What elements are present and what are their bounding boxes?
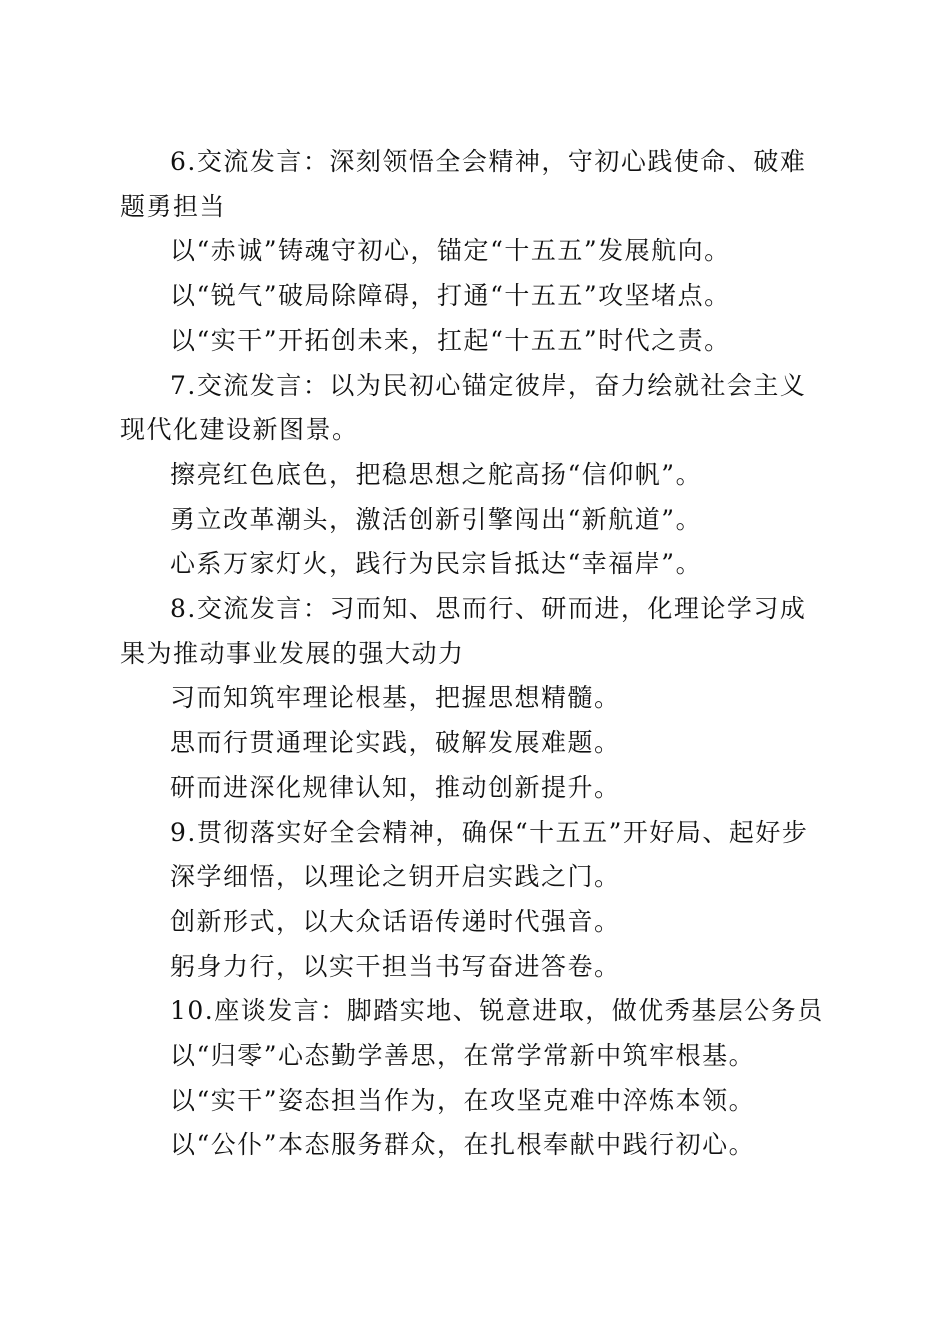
section-8-heading: 8.交流发言：习而知、思而行、研而进，化理论学习成果为推动事业发展的强大动力: [120, 594, 807, 668]
section-10-point-1: 以“归零”心态勤学善思，在常学常新中筑牢根基。: [170, 1041, 756, 1071]
section-7-heading: 7.交流发言：以为民初心锚定彼岸，奋力绘就社会主义现代化建设新图景。: [120, 370, 807, 445]
section-9-point-2: 创新形式，以大众话语传递时代强音。: [170, 906, 621, 936]
section-6-point-3: 以“实干”开拓创未来，扛起“十五五”时代之责。: [170, 325, 731, 355]
section-10-point-2: 以“实干”姿态担当作为，在攻坚克难中淬炼本领。: [170, 1085, 756, 1115]
section-7-point-1: 擦亮红色底色，把稳思想之舵高扬“信仰帆”。: [170, 459, 703, 489]
section-7-point-3: 心系万家灯火，践行为民宗旨抵达“幸福岸”。: [170, 549, 703, 579]
document-body: [120, 140, 830, 1168]
section-10-heading: 10.座谈发言：脚踏实地、锐意进取，做优秀基层公务员: [170, 996, 824, 1026]
section-9-heading: 9.贯彻落实好全会精神，确保“十五五”开好局、起好步: [170, 817, 809, 847]
section-8-point-3: 研而进深化规律认知，推动创新提升。: [170, 772, 621, 802]
section-6-point-2: 以“锐气”破局除障碍，打通“十五五”攻坚堵点。: [170, 281, 731, 311]
section-9-point-3: 躬身力行，以实干担当书写奋进答卷。: [170, 951, 621, 981]
section-8-point-1: 习而知筑牢理论根基，把握思想精髓。: [170, 683, 621, 713]
section-7-point-2: 勇立改革潮头，激活创新引擎闯出“新航道”。: [170, 504, 703, 534]
section-9-point-1: 深学细悟，以理论之钥开启实践之门。: [170, 862, 621, 892]
section-6-point-1: 以“赤诚”铸魂守初心，锚定“十五五”发展航向。: [170, 236, 731, 266]
section-6-heading: 6.交流发言：深刻领悟全会精神，守初心践使命、破难题勇担当: [120, 147, 807, 221]
section-8-point-2: 思而行贯通理论实践，破解发展难题。: [170, 728, 621, 758]
section-10-point-3: 以“公仆”本态服务群众，在扎根奉献中践行初心。: [170, 1130, 756, 1160]
